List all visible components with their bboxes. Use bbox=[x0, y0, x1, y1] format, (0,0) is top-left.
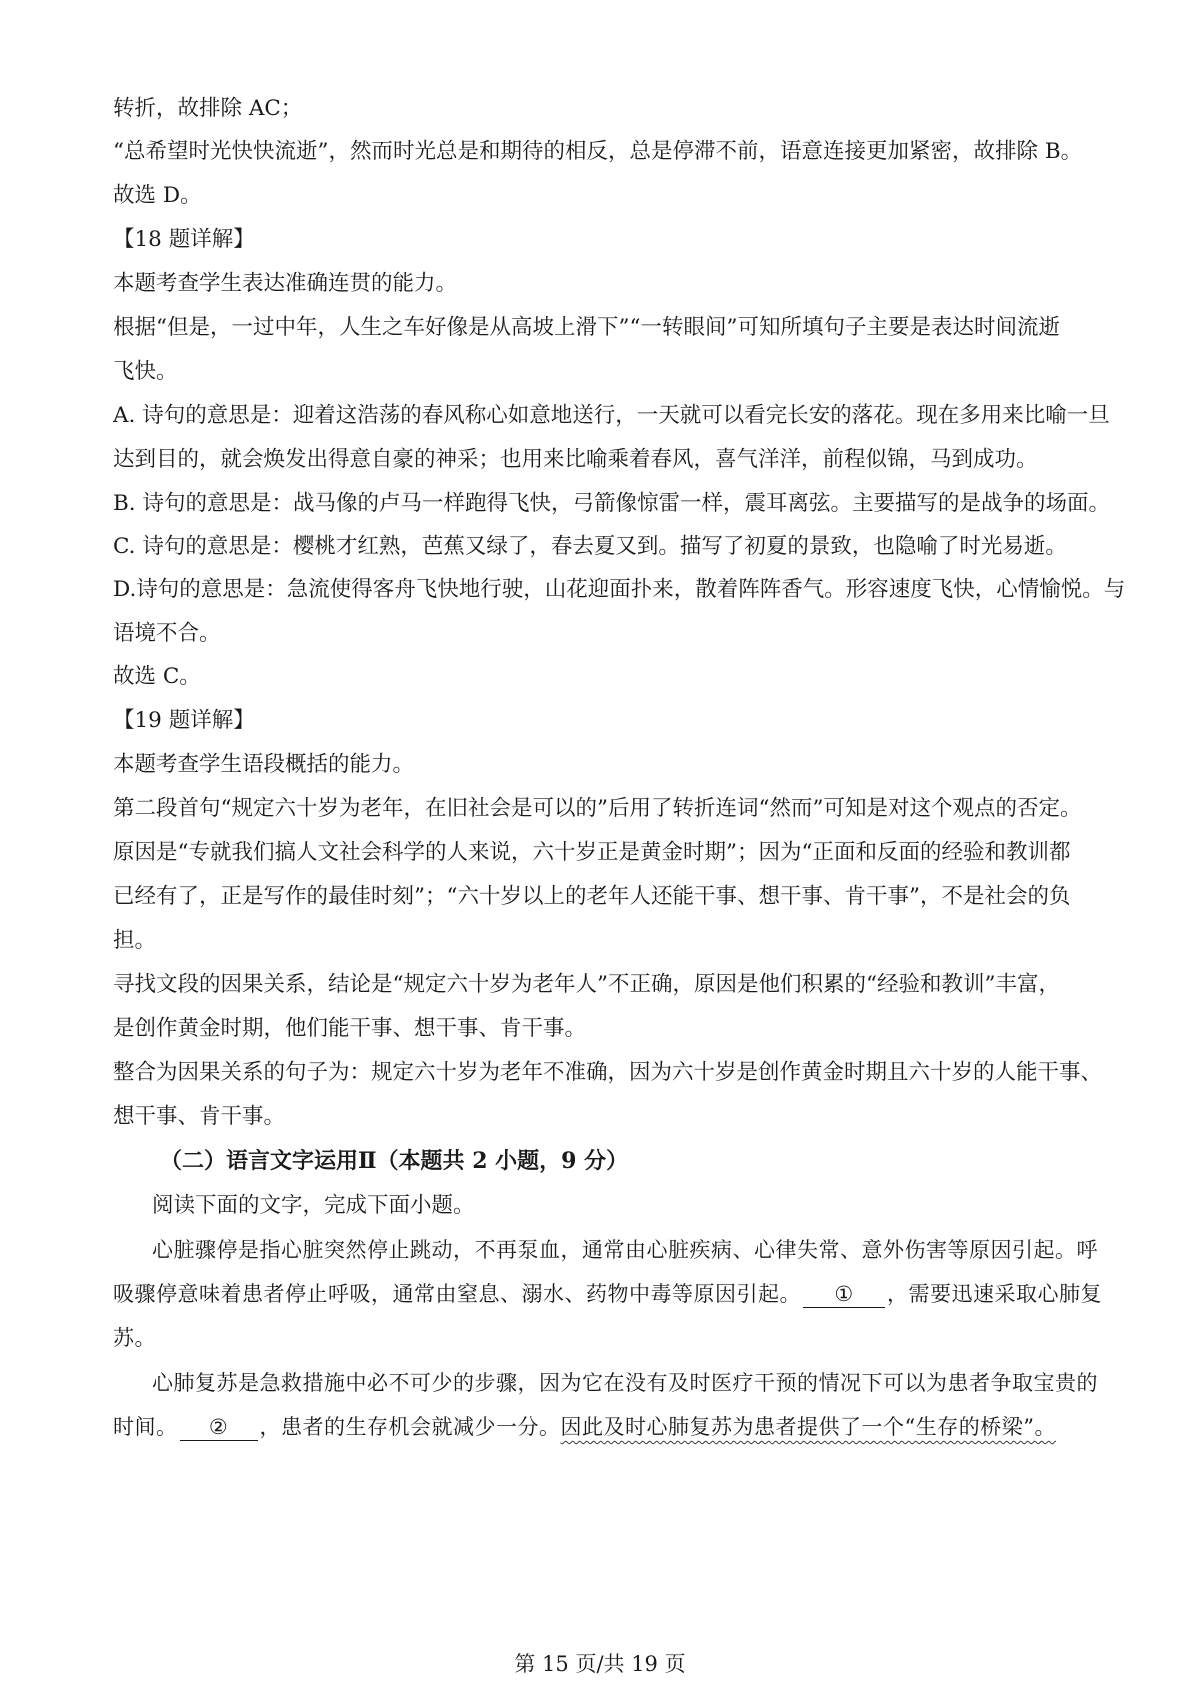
option-d-line: D.诗句的意思是：急流使得客舟飞快地行驶，山花迎面扑来，散着阵阵香气。形容速度飞快，心情愉悦。与 bbox=[113, 577, 1126, 602]
passage-line bbox=[113, 1279, 1102, 1309]
section-heading: （二）语言文字运用Ⅱ（本题共 2 小题，9 分） bbox=[160, 1148, 629, 1174]
text-line: 是创作黄金时期，他们能干事、想干事、肯干事。 bbox=[113, 1016, 587, 1041]
passage-text: 时间。 bbox=[113, 1415, 178, 1439]
option-c-line: C. 诗句的意思是：樱桃才红熟，芭蕉又绿了，春去夏又到。描写了初夏的景致，也隐喻了时光易逝。 bbox=[113, 534, 1067, 559]
passage-line: 苏。 bbox=[113, 1326, 156, 1350]
text-line: 寻找文段的因果关系，结论是“规定六十岁为老年人”不正确，原因是他们积累的“经验和教训”丰富， bbox=[113, 972, 1060, 997]
option-a-line: 达到目的，就会焕发出得意自豪的神采；也用来比喻乘着春风，喜气洋洋，前程似锦，马到成功。 bbox=[113, 447, 1038, 472]
passage-line bbox=[113, 1412, 1056, 1442]
passage-line: 心脏骤停是指心脏突然停止跳动，不再泵血，通常由心脏疾病、心律失常、意外伤害等原因引起。呼 bbox=[152, 1238, 1098, 1262]
text-line: 想干事、肯干事。 bbox=[113, 1104, 286, 1129]
option-a-line: A. 诗句的意思是：迎着这浩荡的春风称心如意地送行，一天就可以看完长安的落花。现在多用来比喻一旦 bbox=[113, 403, 1110, 428]
text-line: “总希望时光快快流逝”，然而时光总是和期待的相反，总是停滞不前，语意连接更加紧密，故排除 B。 bbox=[113, 139, 1083, 164]
text-line: 第二段首句“规定六十岁为老年，在旧社会是可以的”后用了转折连词“然而”可知是对这个观点的否定。 bbox=[113, 796, 1082, 821]
text-line: 转折，故排除 AC； bbox=[113, 96, 303, 121]
option-d-line: 语境不合。 bbox=[113, 621, 221, 646]
text-line: 已经有了，正是写作的最佳时刻”；“六十岁以上的老年人还能干事、想干事、肯干事”，不是社会的负 bbox=[113, 884, 1071, 909]
text-line: 故选 D。 bbox=[113, 183, 202, 208]
question-heading-19: 【19 题详解】 bbox=[113, 708, 255, 733]
blank-1: ① bbox=[803, 1281, 885, 1308]
text-line: 担。 bbox=[113, 928, 157, 953]
text-line: 本题考查学生表达准确连贯的能力。 bbox=[113, 271, 458, 296]
passage-text: ，患者的生存机会就减少一分。 bbox=[259, 1415, 561, 1439]
instruction-text: 阅读下面的文字，完成下面小题。 bbox=[152, 1193, 475, 1218]
page-footer: 第 15 页/共 19 页 bbox=[514, 1652, 686, 1676]
option-b-line: B. 诗句的意思是：战马像的卢马一样跑得飞快，弓箭像惊雷一样，震耳离弦。主要描写的是战争的场面。 bbox=[113, 491, 1110, 516]
passage-text: 吸骤停意味着患者停止呼吸，通常由窒息、溺水、药物中毒等原因引起。 bbox=[113, 1282, 801, 1306]
text-line: 飞快。 bbox=[113, 359, 178, 384]
text-line: 根据“但是，一过中年，人生之车好像是从高坡上滑下”“一转眼间”可知所填句子主要是表达时间流逝 bbox=[113, 315, 1060, 340]
text-line: 整合为因果关系的句子为：规定六十岁为老年不准确，因为六十岁是创作黄金时期且六十岁的人能干事、 bbox=[113, 1060, 1103, 1085]
passage-line: 心肺复苏是急救措施中必不可少的步骤，因为它在没有及时医疗干预的情况下可以为患者争取宝贵的 bbox=[152, 1371, 1098, 1395]
passage-text: ，需要迅速采取心肺复 bbox=[887, 1282, 1102, 1306]
text-line: 故选 C。 bbox=[113, 664, 201, 689]
text-line: 原因是“专就我们搞人文社会科学的人来说，六十岁正是黄金时期”；因为“正面和反面的经验和教训都 bbox=[113, 840, 1071, 865]
wavy-underlined-sentence: 因此及时心肺复苏为患者提供了一个“生存的桥梁”。 bbox=[560, 1415, 1056, 1439]
blank-2: ② bbox=[180, 1414, 258, 1441]
question-heading-18: 【18 题详解】 bbox=[113, 227, 255, 252]
text-line: 本题考查学生语段概括的能力。 bbox=[113, 752, 415, 777]
